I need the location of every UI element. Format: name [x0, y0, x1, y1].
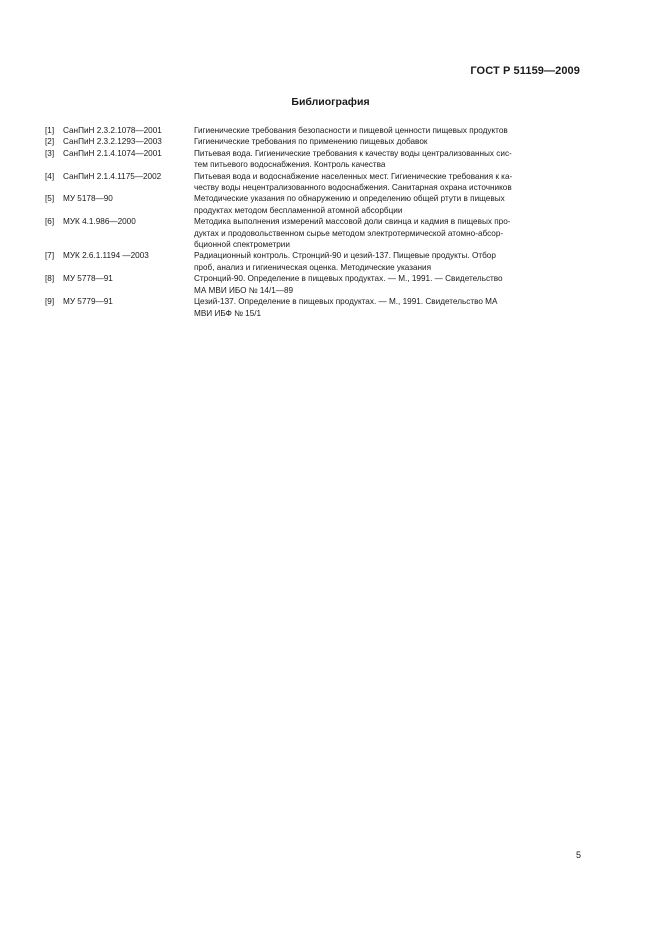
entry-description	[194, 216, 583, 250]
page-title: Библиография	[291, 96, 370, 108]
entry-reference: СанПиН 2.1.4.1175—2002	[63, 171, 162, 181]
bibliography-entry	[45, 250, 583, 273]
entry-description-line: честву воды нецентрализованного водоснабжения. Санитарная охрана источников	[194, 183, 512, 193]
entry-description	[194, 171, 583, 194]
entry-reference: МУ 5779—91	[63, 297, 113, 307]
bibliography-entry	[45, 136, 583, 147]
entry-reference: МУ 5778—91	[63, 274, 113, 284]
entry-reference: СанПиН 2.3.2.1293—2003	[63, 137, 162, 147]
entry-description-line: Методические указания по обнаружению и определению общей ртути в пищевых	[194, 194, 505, 204]
entry-reference: МУК 2.6.1.1194 —2003	[63, 251, 149, 261]
entry-description-line: Гигиенические требования по применению пищевых добавок	[194, 137, 428, 147]
entry-description-line: дуктах и продовольственном сырье методом электротермической атомно-абсор-	[194, 228, 504, 238]
entry-description-line: МВИ ИБФ № 15/1	[194, 308, 262, 318]
entry-description-line: продуктах методом беспламенной атомной абсорбции	[194, 205, 403, 215]
bibliography-entry	[45, 296, 583, 319]
bibliography-entry	[45, 216, 583, 250]
entry-number: [2]	[45, 137, 55, 147]
entry-description-line: Цезий-137. Определение в пищевых продуктах. — М., 1991. Свидетельство МА	[194, 297, 498, 307]
entry-number: [5]	[45, 194, 55, 204]
bibliography-entry	[45, 171, 583, 194]
entry-description-line: МА МВИ ИБО № 14/1—89	[194, 285, 294, 295]
entry-description-line: Методика выполнения измерений массовой доли свинца и кадмия в пищевых про-	[194, 217, 511, 227]
entry-description	[194, 193, 583, 216]
entry-description-line: Гигиенические требования безопасности и пищевой ценности пищевых продуктов	[194, 126, 508, 135]
entry-reference: МУК 4.1.986—2000	[63, 217, 136, 227]
entry-description	[194, 148, 583, 171]
entry-reference: МУ 5178—90	[63, 194, 113, 204]
bibliography-list	[45, 125, 583, 319]
entry-number: [1]	[45, 126, 55, 135]
entry-reference: СанПиН 2.1.4.1074—2001	[63, 148, 162, 158]
entry-description	[194, 296, 583, 319]
entry-description	[194, 136, 583, 147]
entry-description	[194, 125, 583, 136]
entry-description-line: Питьевая вода. Гигиенические требования к качеству воды централизованных сис-	[194, 148, 512, 158]
entry-number: [3]	[45, 148, 55, 158]
entry-description-line: бционной спектрометрии	[194, 240, 290, 250]
entry-number: [8]	[45, 274, 55, 284]
entry-number: [7]	[45, 251, 55, 261]
entry-reference: СанПиН 2.3.2.1078—2001	[63, 126, 162, 135]
entry-description-line: тем питьевого водоснабжения. Контроль качества	[194, 160, 386, 170]
entry-description-line: Стронций-90. Определение в пищевых продуктах. — М., 1991. — Свидетельство	[194, 274, 503, 284]
entry-number: [9]	[45, 297, 55, 307]
entry-description	[194, 250, 583, 273]
document-code: ГОСТ Р 51159—2009	[470, 65, 580, 77]
entry-description-line: Радиационный контроль. Стронций-90 и цезий-137. Пищевые продукты. Отбор	[194, 251, 496, 261]
entry-description	[194, 273, 583, 296]
entry-description-line: проб, анализ и гигиеническая оценка. Методические указания	[194, 262, 432, 272]
page-number: 5	[576, 850, 582, 860]
bibliography-entry	[45, 273, 583, 296]
bibliography-entry	[45, 193, 583, 216]
entry-number: [4]	[45, 171, 55, 181]
entry-number: [6]	[45, 217, 55, 227]
bibliography-entry	[45, 125, 583, 136]
entry-description-line: Питьевая вода и водоснабжение населенных мест. Гигиенические требования к ка-	[194, 171, 513, 181]
bibliography-entry	[45, 148, 583, 171]
